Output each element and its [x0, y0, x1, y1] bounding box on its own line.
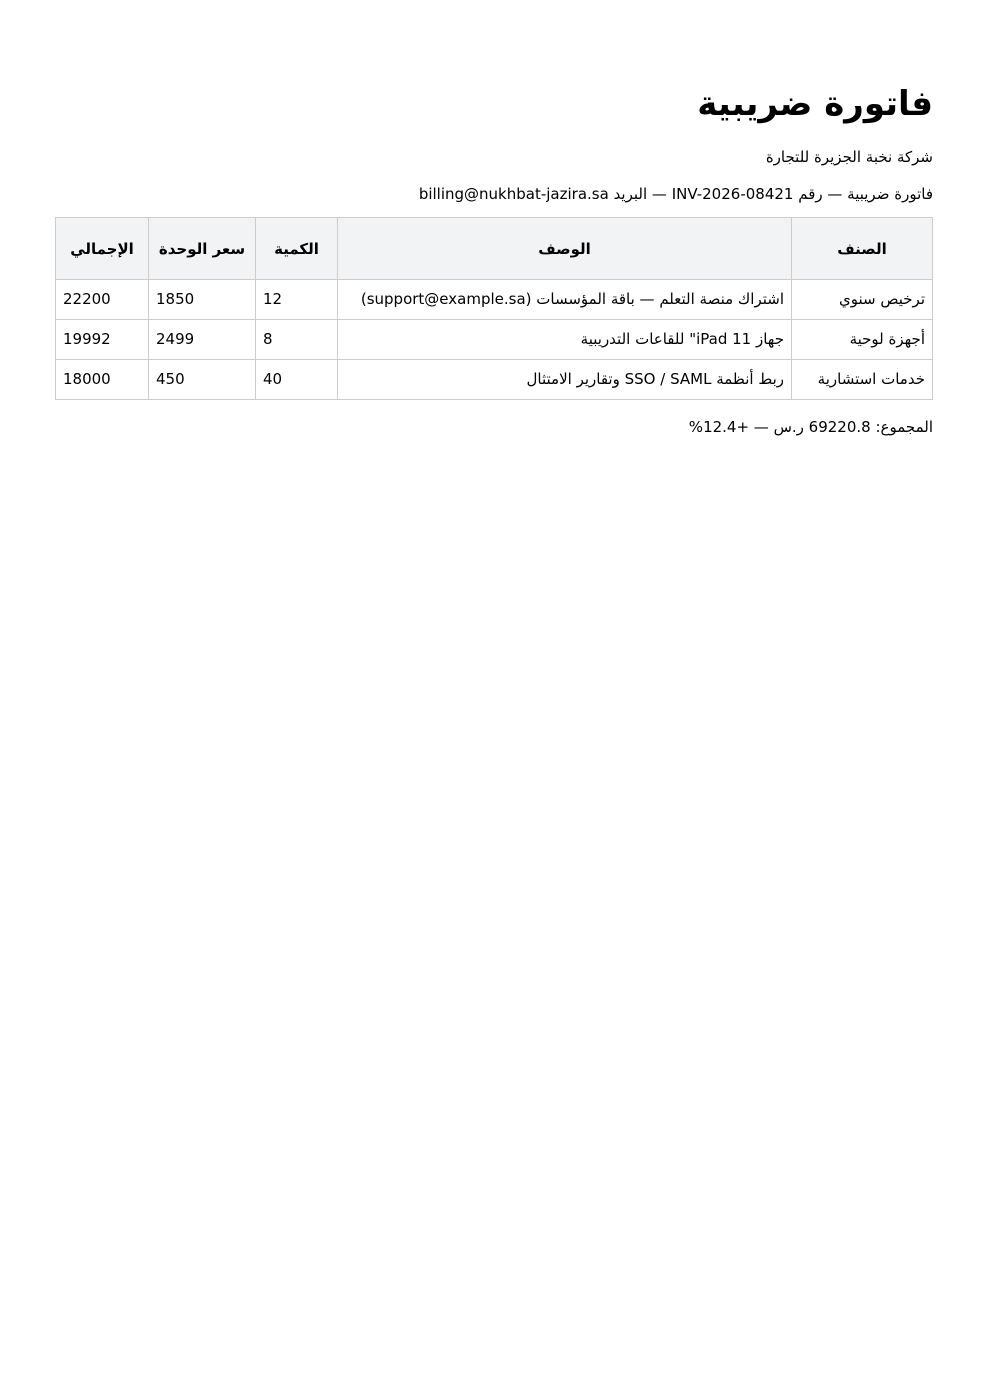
header-quantity: الكمية [256, 218, 338, 280]
invoice-total: المجموع: 69220.8 ر.س — +12.4% [688, 418, 933, 436]
cell-description: جهاز iPad 11" للقاعات التدريبية [338, 320, 792, 360]
email-label: — البريد [613, 185, 667, 203]
invoice-number: INV-2026-08421 [671, 185, 794, 203]
header-unit-price: سعر الوحدة [149, 218, 256, 280]
header-total: الإجمالي [56, 218, 149, 280]
invoice-label: فاتورة ضريبية — رقم [798, 185, 933, 203]
cell-total: 18000 [56, 360, 149, 400]
cell-total: 22200 [56, 280, 149, 320]
cell-total: 19992 [56, 320, 149, 360]
cell-category: ترخيص سنوي [792, 280, 933, 320]
cell-unit-price: 1850 [149, 280, 256, 320]
cell-quantity: 8 [256, 320, 338, 360]
cell-category: خدمات استشارية [792, 360, 933, 400]
header-category: الصنف [792, 218, 933, 280]
header-description: الوصف [338, 218, 792, 280]
table-row [56, 280, 933, 320]
cell-description: اشتراك منصة التعلم — باقة المؤسسات (support@example.sa) [338, 280, 792, 320]
cell-quantity: 40 [256, 360, 338, 400]
table-header-row [56, 218, 933, 280]
cell-quantity: 12 [256, 280, 338, 320]
invoice-title: فاتورة ضريبية [697, 84, 933, 124]
cell-unit-price: 450 [149, 360, 256, 400]
invoice-meta [56, 183, 933, 205]
invoice-items-table [55, 217, 933, 400]
billing-email: billing@nukhbat-jazira.sa [418, 185, 609, 203]
company-name: شركة نخبة الجزيرة للتجارة [765, 148, 933, 166]
table-row [56, 360, 933, 400]
cell-description: ربط أنظمة SSO / SAML وتقارير الامتثال [338, 360, 792, 400]
cell-unit-price: 2499 [149, 320, 256, 360]
table-row [56, 320, 933, 360]
cell-category: أجهزة لوحية [792, 320, 933, 360]
